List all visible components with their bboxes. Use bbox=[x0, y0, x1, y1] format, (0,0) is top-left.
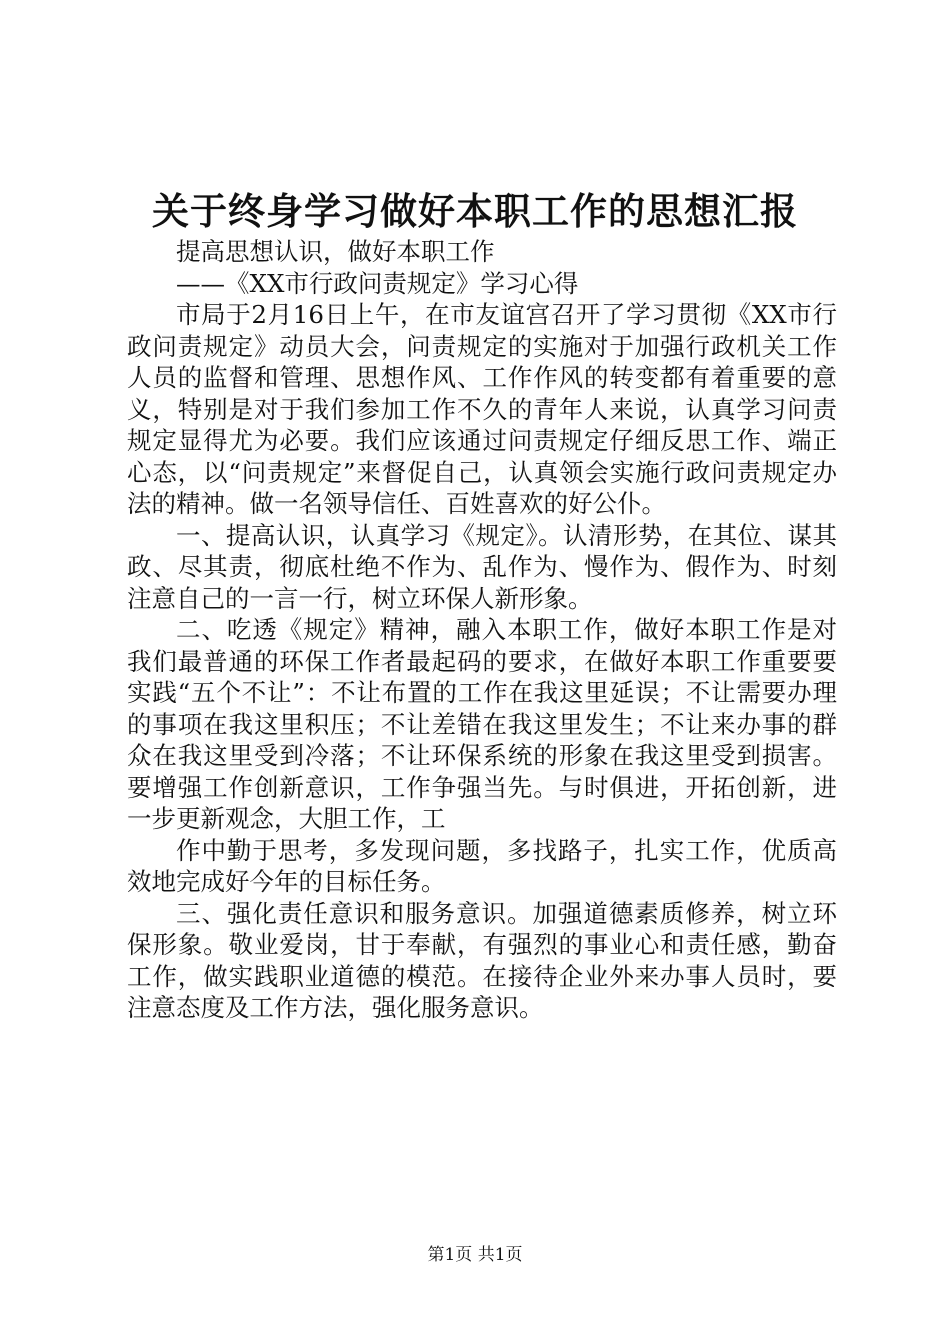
document-body bbox=[127, 236, 837, 1024]
paragraph-point-one: 一、提高认识，认真学习《规定》。认清形势，在其位、谋其政、尽其责，彻底杜绝不作为、乱作为、慢作为、假作为、时刻注意自己的一言一行，树立环保人新形象。 bbox=[127, 520, 837, 613]
document-title: 关于终身学习做好本职工作的思想汇报 bbox=[152, 189, 798, 233]
paragraph-point-two: 二、吃透《规定》精神，融入本职工作，做好本职工作是对我们最普通的环保工作者最起码的要求，在做好本职工作重要要实践“五个不让”：不让布置的工作在我这里延误；不让需要办理的事项在我这里积压；不让差错在我这里发生；不让来办事的群众在我这里受到冷落；不让环保系统的形象在我这里受到损害。要增强工作创新意识，工作争强当先。与时俱进，开拓创新，进一步更新观念，大胆工作，工 bbox=[127, 615, 837, 833]
paragraph-intro: 市局于2月16日上午，在市友谊宫召开了学习贯彻《XX市行政问责规定》动员大会，问责规定的实施对于加强行政机关工作人员的监督和管理、思想作风、工作作风的转变都有着重要的意义，特别是对于我们参加工作不久的青年人来说，认真学习问责规定显得尤为必要。我们应该通过问责规定仔细反思工作、端正心态，以“问责规定”来督促自己，认真领会实施行政问责规定办法的精神。做一名领导信任、百姓喜欢的好公仆。 bbox=[127, 300, 837, 518]
subtitle-secondary: ——《XX市行政问责规定》学习心得 bbox=[176, 268, 579, 298]
paragraph-point-two-continued: 作中勤于思考，多发现问题，多找路子，扎实工作，优质高效地完成好今年的目标任务。 bbox=[127, 835, 837, 896]
subtitle: 提高思想认识，做好本职工作 bbox=[176, 237, 495, 266]
page-number: 第1页 共1页 bbox=[427, 1245, 523, 1265]
paragraph-point-three: 三、强化责任意识和服务意识。加强道德素质修养，树立环保形象。敬业爱岗，甘于奉献，有强烈的事业心和责任感，勤奋工作，做实践职业道德的模范。在接待企业外来办事人员时，要注意态度及工作方法，强化服务意识。 bbox=[127, 898, 837, 1022]
